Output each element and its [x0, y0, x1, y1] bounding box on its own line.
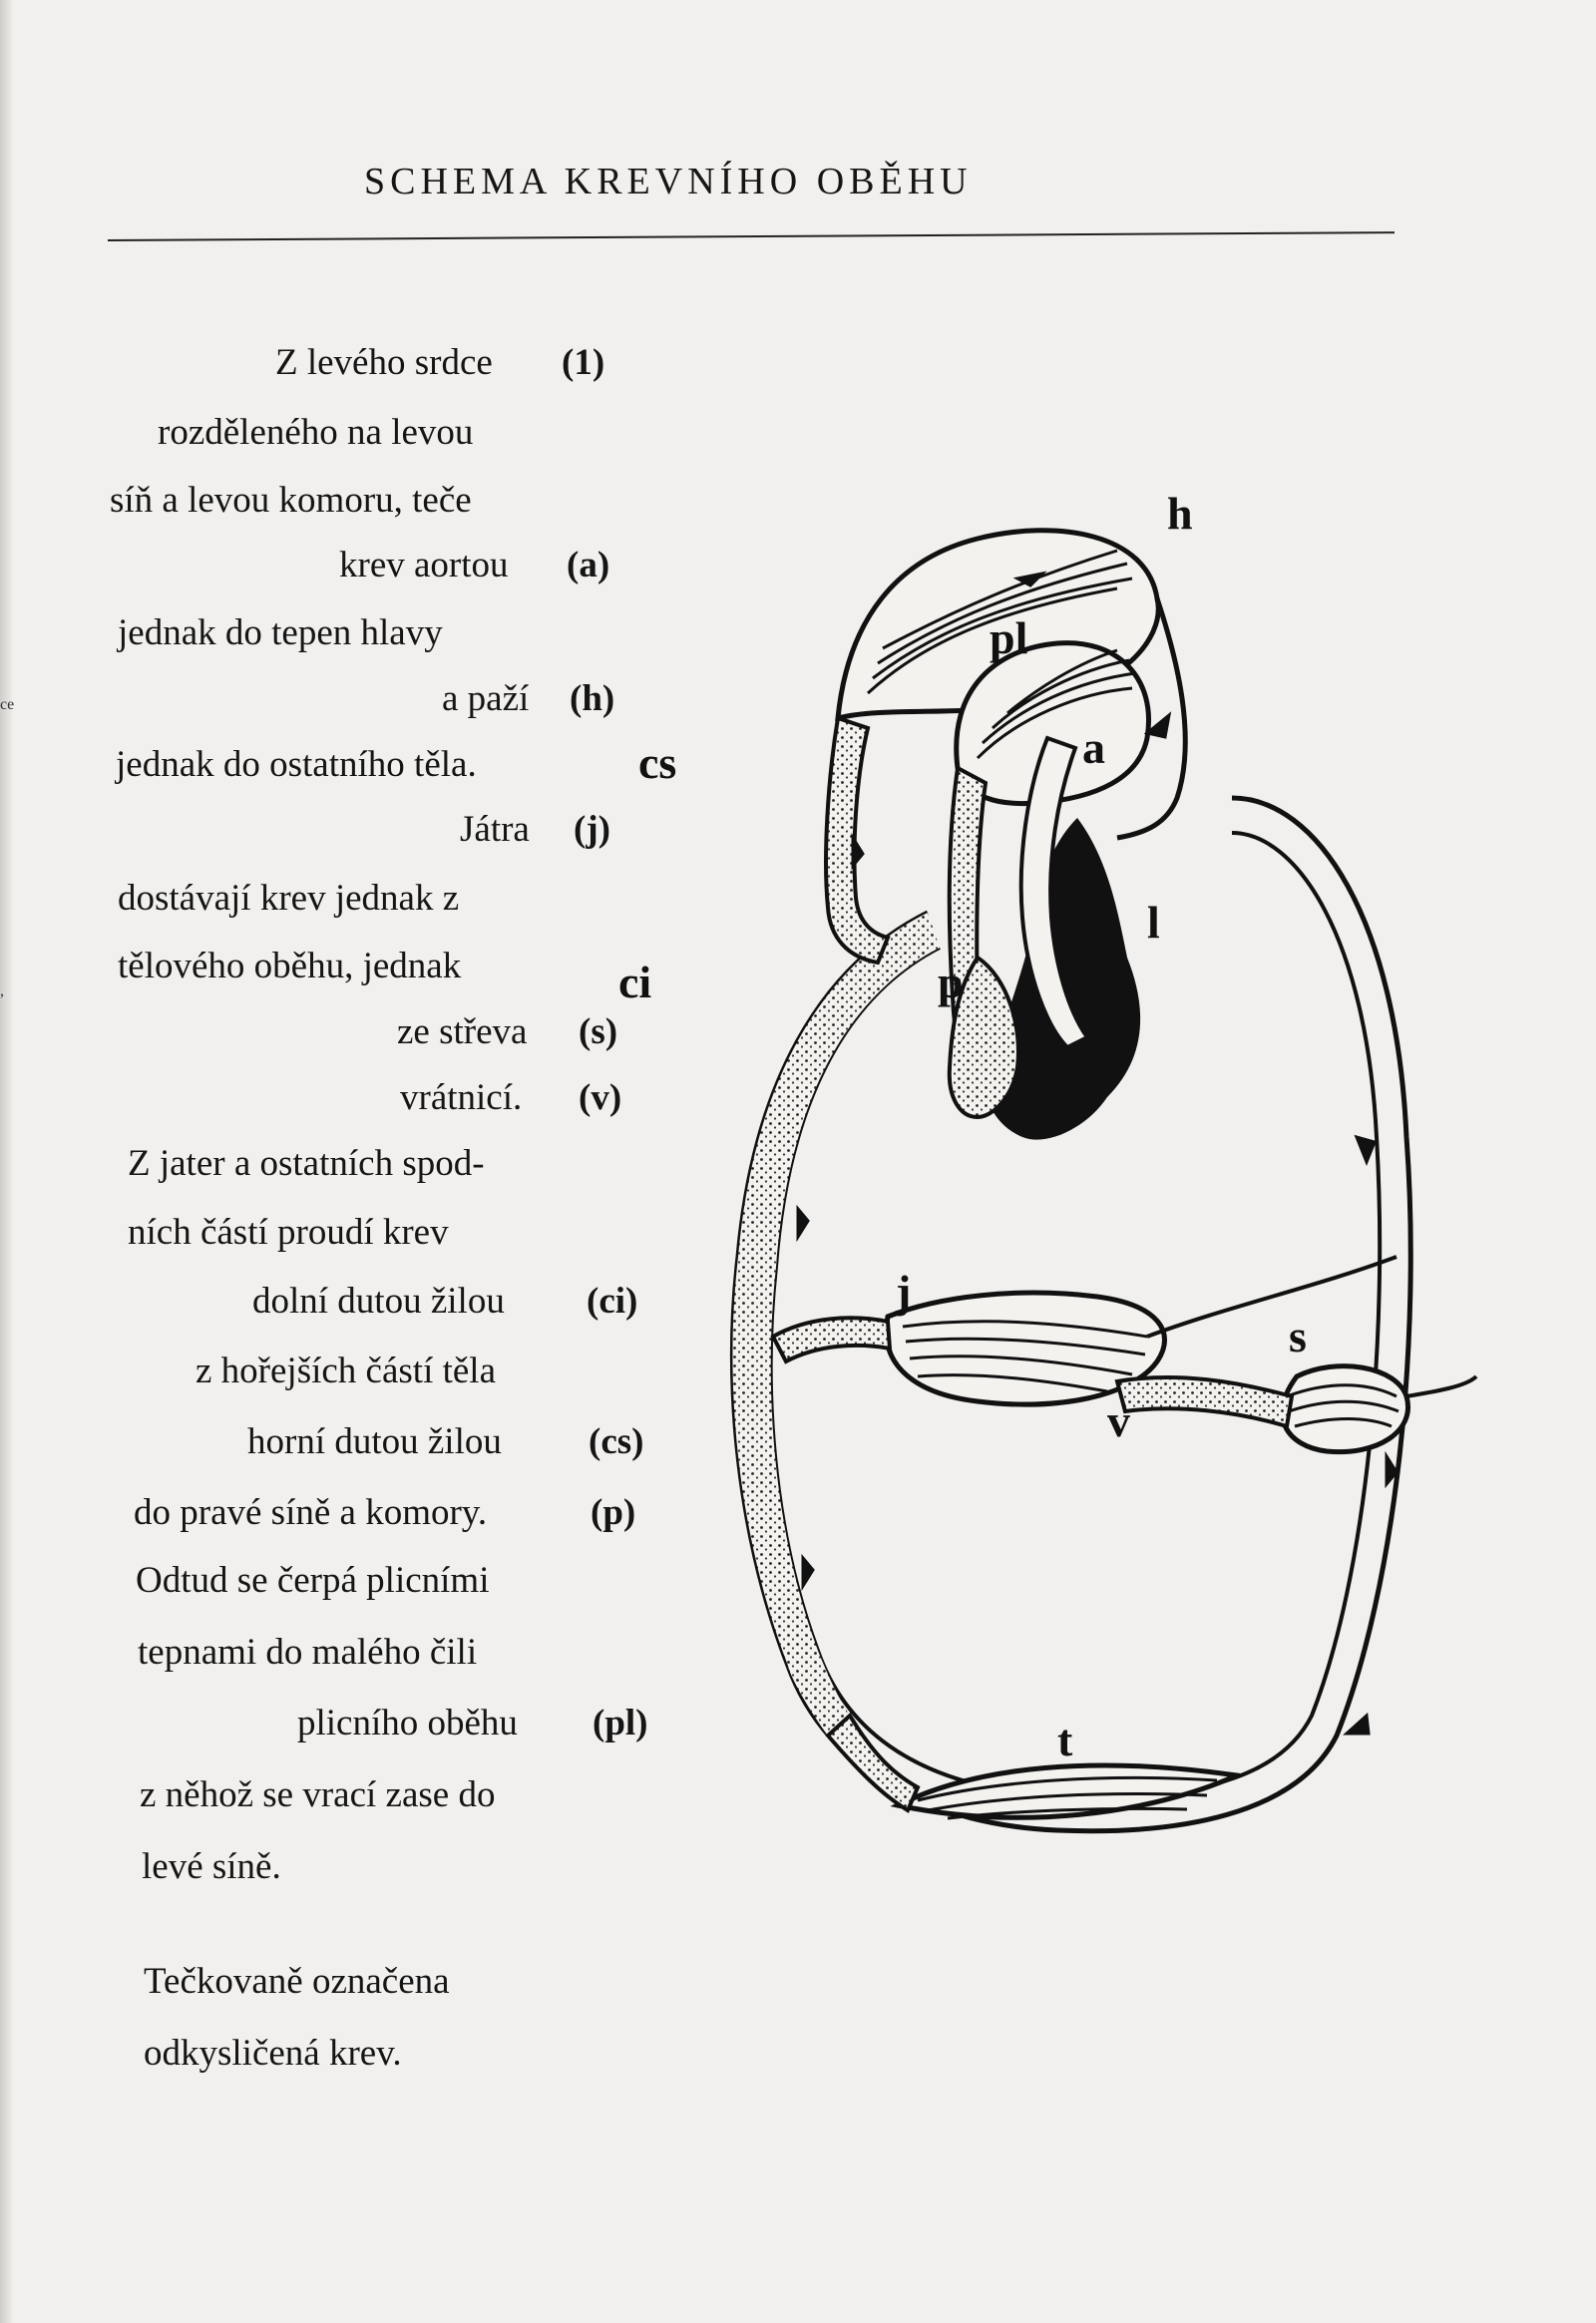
text-line: krev aortou	[339, 545, 509, 585]
code-label: (h)	[570, 678, 615, 719]
label-a: a	[1082, 722, 1105, 773]
label-h: h	[1167, 488, 1193, 539]
text-line: plicního oběhu	[297, 1703, 518, 1743]
code-label: (p)	[591, 1492, 636, 1533]
text-line: síň a levou komoru, teče	[110, 480, 472, 521]
text-line: levé síně.	[142, 1846, 281, 1887]
text-line: Z jater a ostatních spod-	[128, 1143, 485, 1184]
code-label: (1)	[562, 342, 605, 383]
note-line: odkysličená krev.	[144, 2033, 402, 2074]
text-line: horní dutou žilou	[247, 1421, 502, 1462]
label-j: j	[896, 1266, 912, 1317]
label-cs: cs	[638, 737, 677, 788]
label-t: t	[1057, 1715, 1073, 1765]
text-line: vrátnicí.	[400, 1077, 523, 1118]
lower-venous-return	[828, 1716, 918, 1810]
code-label: (j)	[574, 809, 610, 850]
text-line: Odtud se čerpá plicními	[136, 1560, 490, 1601]
text-line: dostávají krev jednak z	[118, 878, 460, 919]
label-s: s	[1289, 1311, 1307, 1361]
text-line: z hořejších částí těla	[196, 1351, 497, 1391]
code-label: (pl)	[593, 1703, 648, 1743]
arrow-icon	[1347, 1716, 1369, 1734]
code-label: (cs)	[589, 1421, 644, 1462]
label-v: v	[1107, 1395, 1130, 1446]
text-line: ních částí proudí krev	[128, 1212, 449, 1253]
page-title: SCHEMA KREVNÍHO OBĚHU	[364, 161, 973, 202]
arrow-icon	[853, 838, 863, 866]
label-l: l	[1147, 897, 1160, 948]
label-p: p	[938, 957, 964, 1007]
circulation-diagram	[618, 439, 1476, 1935]
code-label: (a)	[567, 545, 610, 585]
circulation-svg	[618, 439, 1476, 1935]
arrow-icon	[1357, 1137, 1375, 1162]
text-line: dolní dutou žilou	[252, 1281, 505, 1322]
text-line: jednak do ostatního těla.	[116, 744, 477, 785]
margin-mark: ,	[0, 982, 4, 999]
upper-venous-channel	[826, 718, 888, 963]
code-label: (ci)	[587, 1281, 638, 1322]
code-label: (s)	[579, 1011, 618, 1052]
text-line: tepnami do malého čili	[138, 1632, 478, 1673]
text-column	[0, 0, 698, 2323]
text-line: a paží	[442, 678, 530, 719]
label-pl: pl	[990, 612, 1028, 663]
text-line: Z levého srdce	[275, 342, 493, 383]
text-line: ze střeva	[397, 1011, 528, 1052]
text-line: tělového oběhu, jednak	[118, 946, 462, 986]
arrow-icon	[798, 1209, 808, 1237]
liver-to-cava	[773, 1318, 890, 1361]
text-line: jednak do tepen hlavy	[118, 612, 443, 653]
code-label: (v)	[579, 1077, 622, 1118]
portal-vein	[1117, 1377, 1292, 1426]
text-line: rozděleného na levou	[158, 412, 474, 453]
note-line: Tečkovaně označena	[144, 1961, 450, 2002]
margin-mark: ce	[0, 696, 15, 713]
intestine-artery	[1406, 1376, 1476, 1396]
label-ci: ci	[618, 957, 652, 1007]
liver-artery	[1147, 1257, 1396, 1337]
text-line: z něhož se vrací zase do	[140, 1774, 496, 1815]
arrow-icon	[803, 1558, 813, 1586]
text-line: do pravé síně a komory.	[134, 1492, 488, 1533]
text-line: Játra	[460, 809, 530, 850]
